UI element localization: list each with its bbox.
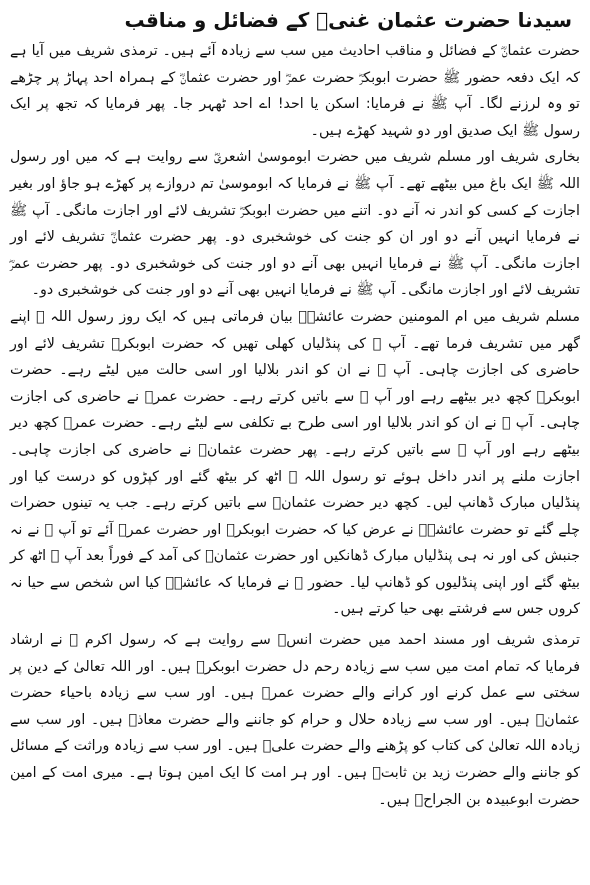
paragraph-garden-gate: بخاری شریف اور مسلم شریف میں حضرت ابوموسیٰ اشعریؓ سے روایت ہے کہ میں اور رسول اللہ ﷺ ایک باغ میں بیٹھے تھے۔ آپ ﷺ نے فرمایا کہ ابوموسیٰ تم دروازے پر کھڑے ہو جاؤ اور بغیر اجازت کے کسی کو اندر نہ آنے دو۔ اتنے میں حضرت ابوبکرؓ تشریف لائے اور اجازت مانگی۔ آپ ﷺ نے فرمایا انہیں آنے دو اور ان کو جنت کی خوشخبری دو۔ پھر حضرت عثمانؓ تشریف لائے اور اجازت مانگی۔ آپ ﷺ نے فرمایا انہیں بھی آنے دو اور جنت کی خوشخبری دو۔ پھر حضرت عمرؓ تشریف لائے اور اجازت مانگی۔ آپ ﷺ نے فرمایا انہیں بھی آنے دو اور جنت کی خوشخبری دو۔ [10, 149, 580, 299]
paragraph-uhud: حضرت عثمانؓ کے فضائل و مناقب احادیث میں سب سے زیادہ آئے ہیں۔ ترمذی شریف میں آیا ہے کہ ایک دفعہ حضور ﷺ حضرت ابوبکرؓ حضرت عمرؓ اور حضرت عثمانؓ کے ہمراہ احد پہاڑ پر چڑھے تو وہ لرزنے لگا۔ آپ ﷺ نے فرمایا: اسکن یا احد! اے احد ٹھہر جا۔ پھر فرمایا کہ تجھ پر ایک رسول ﷺ ایک صدیق اور دو شہید کھڑے ہیں۔ [10, 43, 580, 139]
paragraph-aisha-narration: مسلم شریف میں ام المومنین حضرت عائشہؓ بیان فرماتی ہیں کہ ایک روز رسول اللہ ﷺ اپنے گھر میں تشریف فرما تھے۔ آپ ﷺ کی پنڈلیاں کھلی تھیں کہ حضرت ابوبکرؓ تشریف لائے اور حاضری کی اجازت چاہی۔ آپ ﷺ نے ان کو اندر بلالیا اور اسی حالت میں لیٹے رہے۔ حضرت ابوبکرؓ کچھ دیر بیٹھے رہے اور آپ ﷺ سے باتیں کرتے رہے۔ حضرت عمرؓ نے حاضری کی اجازت چاہی۔ آپ ﷺ نے ان کو اندر بلالیا اور اسی طرح بے تکلفی سے لیٹے رہے۔ حضرت عمرؓ کچھ دیر بیٹھے رہے اور آپ ﷺ سے باتیں کرتے رہے۔ پھر حضرت عثمانؓ نے حاضری کی اجازت چاہی۔ اجازت ملنے پر اندر داخل ہوئے تو رسول اللہ ﷺ اٹھ کر بیٹھ گئے اور کپڑوں کو درست کیا اور پنڈلیاں مبارک ڈھانپ لیں۔ کچھ دیر حضرت عثمانؓ سے باتیں کرتے رہے۔ جب یہ تینوں حضرات چلے گئے تو حضرت عائشہؓ نے عرض کیا کہ حضرت ابوبکرؓ اور حضرت عمرؓ آئے تو آپ ﷺ نے نہ جنبش کی اور نہ ہی پنڈلیاں مبارک ڈھانکیں اور حضرت عثمانؓ کی آمد کے فوراً بعد آپ ﷺ اٹھ کر بیٹھ گئے اور اپنی پنڈلیوں کو ڈھانپ لیا۔ حضور ﷺ نے فرمایا کہ عائشہؓ کیا اس شخص سے حیا نہ کروں جس سے فرشتے بھی حیا کرتے ہیں۔ [10, 308, 580, 618]
page-title: سیدنا حضرت عثمان غنیؓ کے فضائل و مناقب [124, 8, 572, 32]
paragraph-anas-narration: ترمذی شریف اور مسند احمد میں حضرت انسؓ سے روایت ہے کہ رسول اکرم ﷺ نے ارشاد فرمایا کہ تمام امت میں سب سے زیادہ رحم دل حضرت ابوبکرؓ ہیں۔ اور اللہ تعالیٰ کے دین پر سختی سے عمل کرنے اور کرانے والے حضرت عمرؓ ہیں۔ اور سب سے زیادہ باحیاء حضرت عثمانؓ ہیں۔ اور سب سے زیادہ حلال و حرام کو جاننے والے حضرت معاذؓ ہیں۔ اور سب سے زیادہ اللہ تعالیٰ کی کتاب کو پڑھنے والے حضرت علیؓ ہیں۔ اور سب سے زیادہ وراثت کے مسائل کو جاننے والے حضرت زید بن ثابتؓ ہیں۔ اور ہر امت کا ایک امین ہوتا ہے۔ میری امت کے امین حضرت ابوعبیدہ بن الجراحؓ ہیں۔ [10, 632, 580, 808]
